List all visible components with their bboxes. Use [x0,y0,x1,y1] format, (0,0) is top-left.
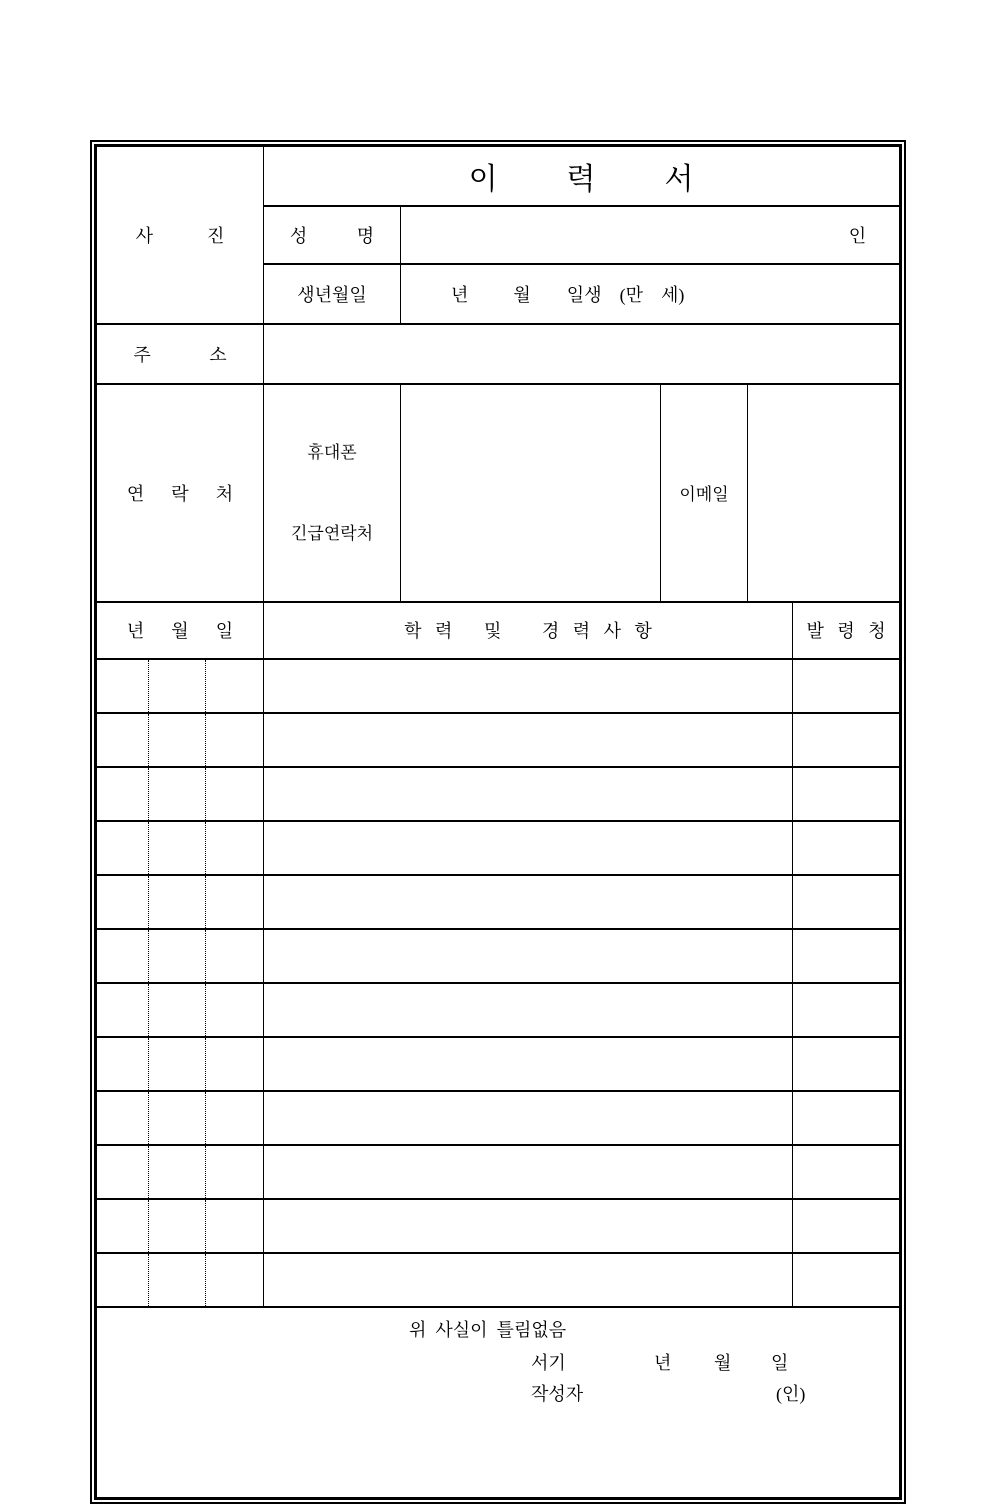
history-row [96,713,901,767]
history-year-cell[interactable] [96,1253,149,1307]
history-details-cell[interactable] [264,1037,793,1091]
history-month-cell[interactable] [149,767,206,821]
footer-month-label: 월 [714,1352,732,1373]
seal-placeholder: 인 [848,225,867,246]
history-year-cell[interactable] [96,767,149,821]
history-year-cell[interactable] [96,1037,149,1091]
history-month-cell[interactable] [149,1199,206,1253]
history-row [96,1037,901,1091]
history-row [96,1199,901,1253]
phone-input-cell[interactable] [401,384,661,602]
history-month-cell[interactable] [149,713,206,767]
history-agency-cell[interactable] [793,1091,901,1145]
history-year-cell[interactable] [96,1091,149,1145]
history-details-cell[interactable] [264,875,793,929]
history-row [96,1091,901,1145]
history-agency-header: 발 령 청 [793,602,901,659]
history-agency-cell[interactable] [793,983,901,1037]
history-month-cell[interactable] [149,1145,206,1199]
history-details-cell[interactable] [264,767,793,821]
footer-seal-label: (인) [776,1383,806,1404]
history-day-cell[interactable] [206,767,264,821]
history-day-cell[interactable] [206,1199,264,1253]
history-year-cell[interactable] [96,1199,149,1253]
history-agency-cell[interactable] [793,1145,901,1199]
history-row [96,1253,901,1307]
footer-writer-label: 작성자 [531,1383,584,1404]
resume-table [94,144,902,1500]
history-month-cell[interactable] [149,821,206,875]
history-agency-cell[interactable] [793,659,901,713]
history-month-cell[interactable] [149,875,206,929]
history-details-cell[interactable] [264,659,793,713]
history-year-cell[interactable] [96,659,149,713]
form-title: 이 력 서 [264,146,901,206]
history-day-cell[interactable] [206,821,264,875]
history-agency-cell[interactable] [793,875,901,929]
history-details-cell[interactable] [264,713,793,767]
history-details-cell[interactable] [264,821,793,875]
footer-date-prefix: 서기 [531,1352,566,1373]
history-rows [96,659,901,1307]
history-month-cell[interactable] [149,1253,206,1307]
history-month-cell[interactable] [149,983,206,1037]
history-agency-cell[interactable] [793,713,901,767]
history-agency-cell[interactable] [793,1199,901,1253]
history-month-cell[interactable] [149,1091,206,1145]
birthdate-label: 생년월일 [264,264,401,324]
history-year-cell[interactable] [96,1145,149,1199]
history-day-cell[interactable] [206,659,264,713]
history-day-cell[interactable] [206,1145,264,1199]
history-row [96,983,901,1037]
phone-label-line1: 휴대폰 [307,442,357,462]
footer-cell [96,1307,901,1499]
name-label: 성 명 [264,206,401,264]
address-label: 주 소 [96,324,264,384]
phone-label-line2: 긴급연락처 [290,523,374,543]
footer-statement: 위 사실이 틀림없음 [409,1319,567,1340]
history-details-cell[interactable] [264,1199,793,1253]
birthdate-input-cell[interactable]: 년 월 일생 (만 세) [401,264,901,324]
history-agency-cell[interactable] [793,929,901,983]
history-month-cell[interactable] [149,929,206,983]
history-year-cell[interactable] [96,821,149,875]
history-details-cell[interactable] [264,1253,793,1307]
history-agency-cell[interactable] [793,1037,901,1091]
history-row [96,767,901,821]
history-details-header: 학 력 및 경 력 사 항 [264,602,793,659]
history-day-cell[interactable] [206,1037,264,1091]
history-month-cell[interactable] [149,1037,206,1091]
history-row [96,875,901,929]
history-day-cell[interactable] [206,713,264,767]
history-agency-cell[interactable] [793,821,901,875]
history-day-cell[interactable] [206,875,264,929]
history-year-cell[interactable] [96,875,149,929]
contact-label: 연 락 처 [96,384,264,602]
email-input-cell[interactable] [748,384,901,602]
history-row [96,929,901,983]
footer-year-label: 년 [654,1352,672,1373]
photo-box: 사 진 [96,146,264,324]
name-input-cell[interactable] [401,206,901,264]
history-row [96,1145,901,1199]
history-details-cell[interactable] [264,1145,793,1199]
footer-day-label: 일 [771,1352,789,1373]
history-month-cell[interactable] [149,659,206,713]
history-agency-cell[interactable] [793,767,901,821]
history-year-cell[interactable] [96,713,149,767]
history-day-cell[interactable] [206,1253,264,1307]
history-details-cell[interactable] [264,1091,793,1145]
email-label: 이메일 [661,384,748,602]
address-input-cell[interactable] [264,324,901,384]
history-day-cell[interactable] [206,1091,264,1145]
phone-emergency-label [264,384,401,602]
resume-form-sheet [90,140,906,1504]
history-row [96,659,901,713]
history-details-cell[interactable] [264,983,793,1037]
history-agency-cell[interactable] [793,1253,901,1307]
history-day-cell[interactable] [206,983,264,1037]
history-day-cell[interactable] [206,929,264,983]
history-date-header: 년 월 일 [96,602,264,659]
history-row [96,821,901,875]
history-year-cell[interactable] [96,929,149,983]
history-year-cell[interactable] [96,983,149,1037]
history-details-cell[interactable] [264,929,793,983]
